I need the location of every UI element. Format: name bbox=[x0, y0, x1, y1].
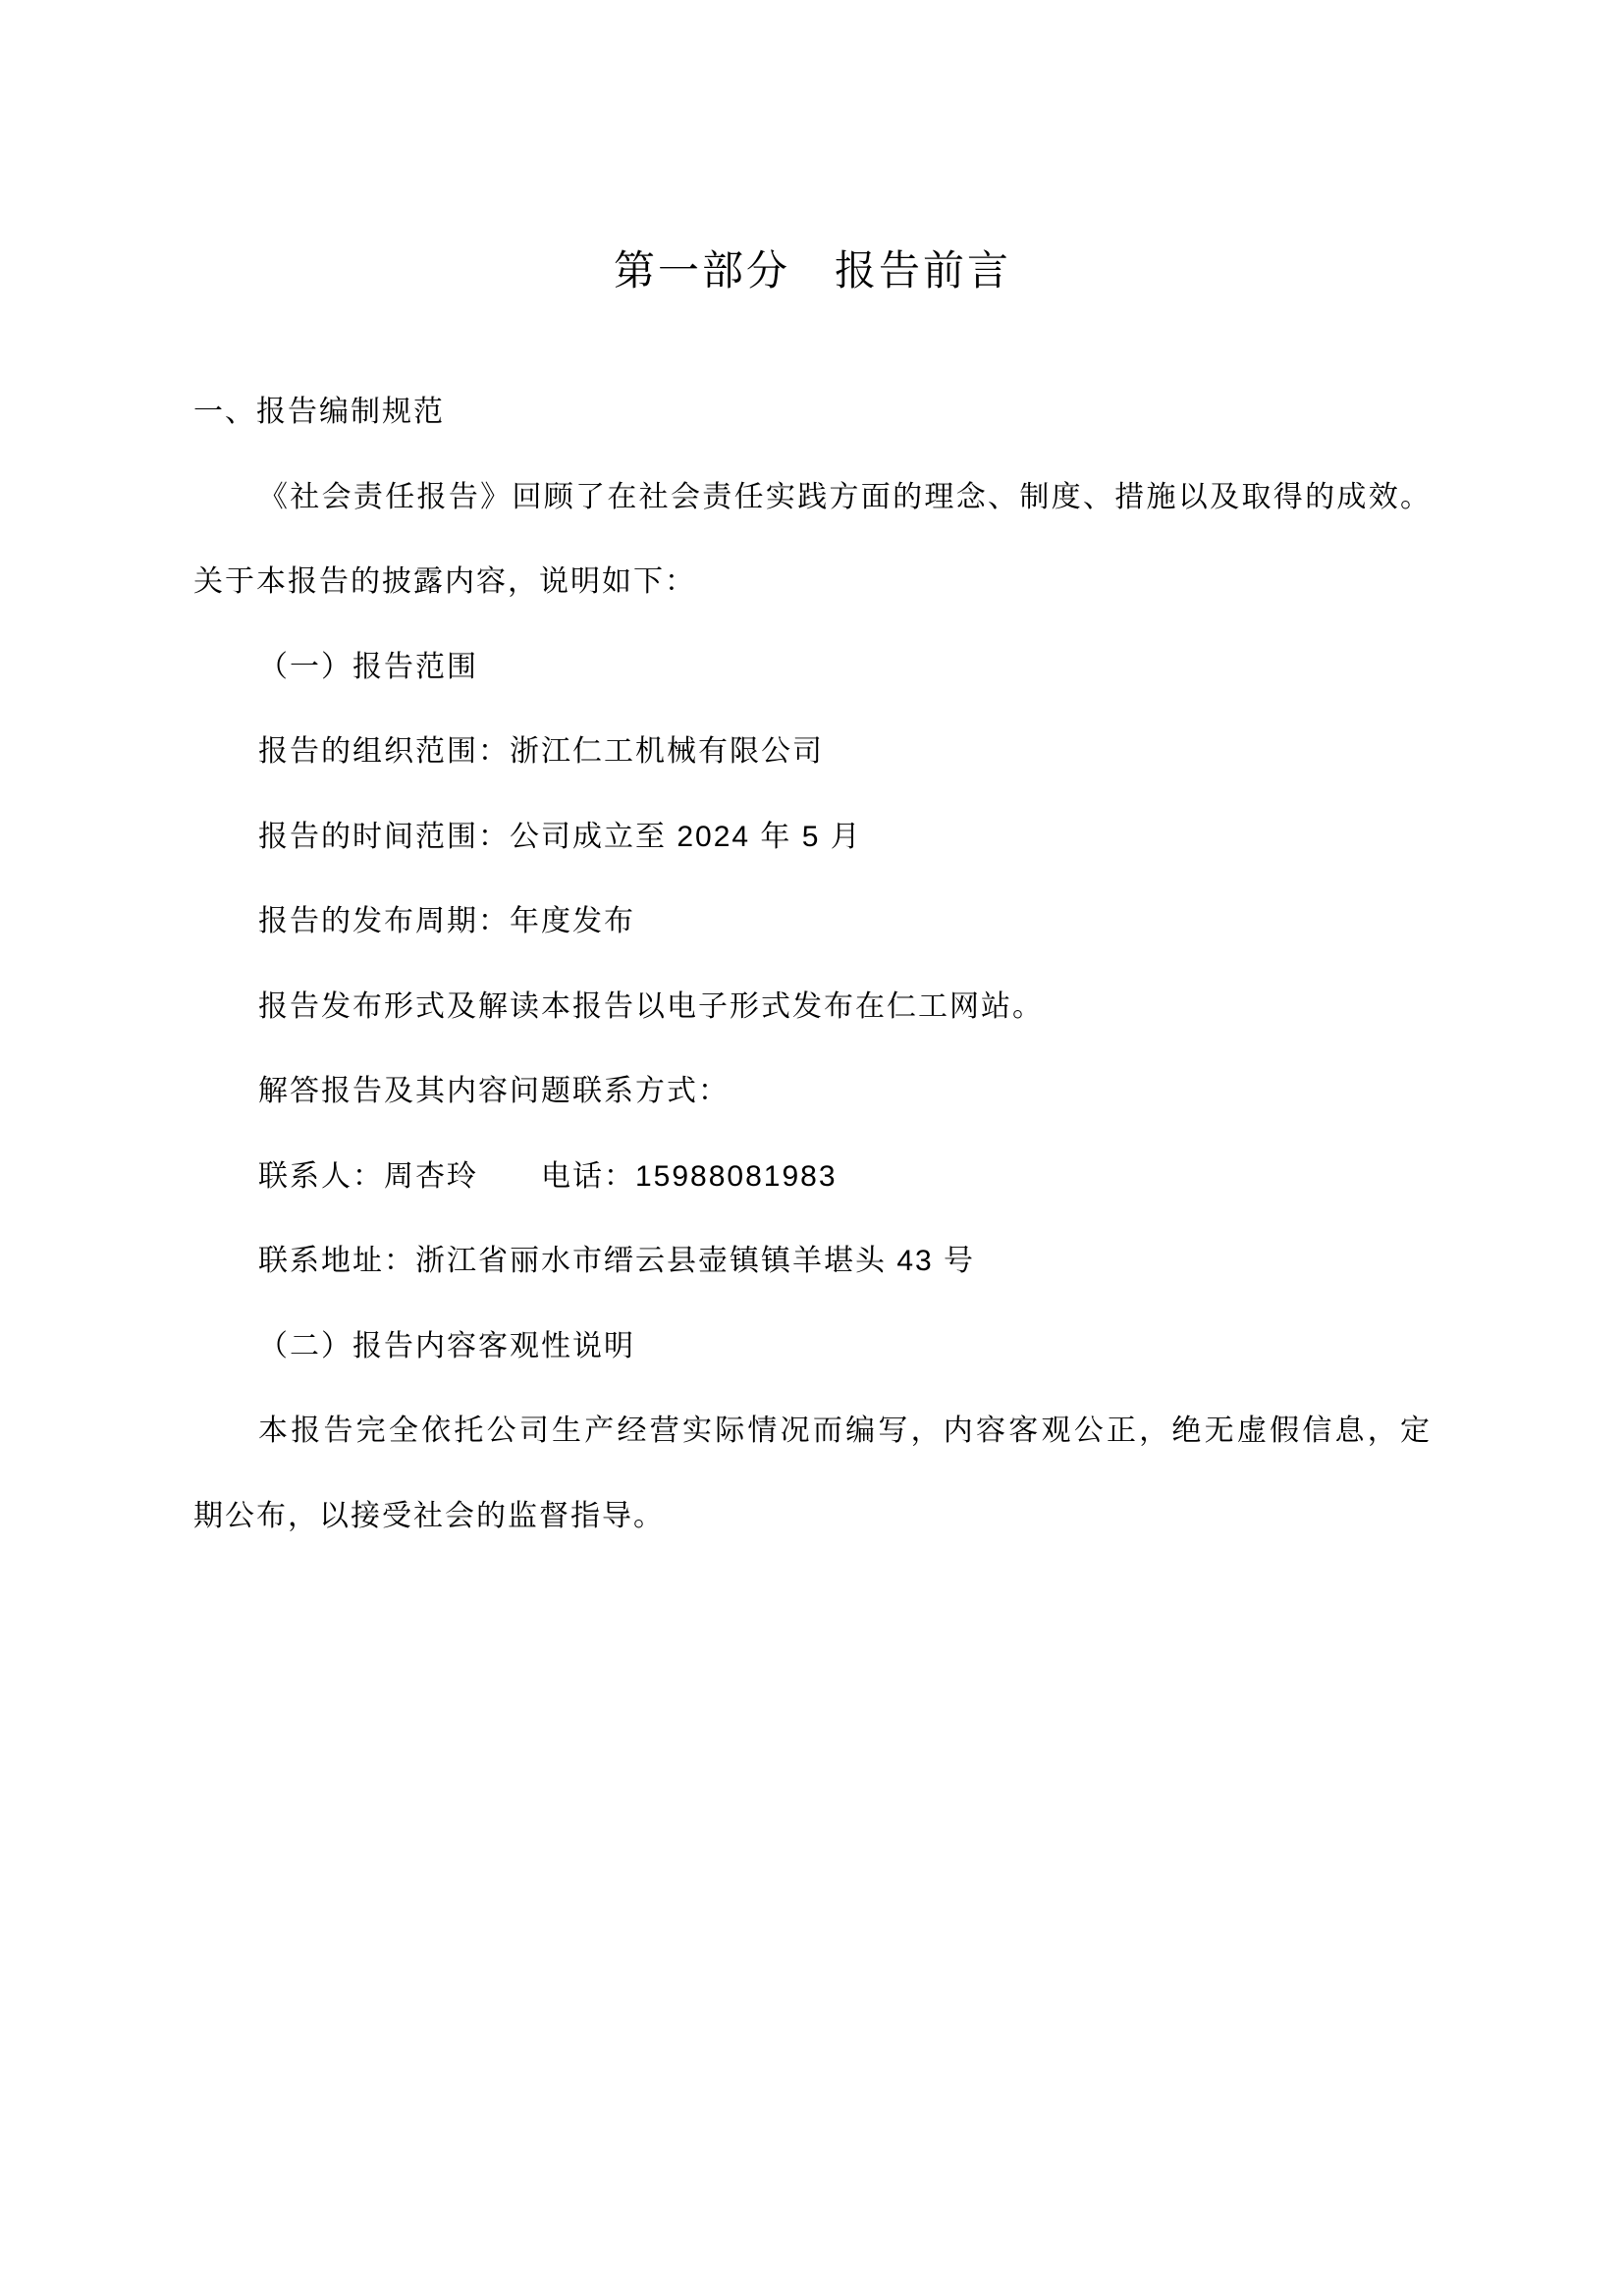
text-line: 解答报告及其内容问题联系方式： bbox=[258, 1075, 730, 1107]
text-line: （二）报告内容客观性说明 bbox=[258, 1329, 635, 1362]
text-line: 报告的组织范围：浙江仁工机械有限公司 bbox=[258, 735, 824, 768]
text-line: 报告发布形式及解读本报告以电子形式发布在仁工网站。 bbox=[258, 989, 1044, 1023]
text-line: 《社会责任报告》回顾了在社会责任实践方面的理念、制度、措施以及取得的成效。 bbox=[258, 480, 1432, 513]
document-title: 第一部分 报告前言 bbox=[613, 247, 1011, 294]
text-line: 联系人：周杏玲 电话：15988081983 bbox=[258, 1159, 838, 1193]
text-line: （一）报告范围 bbox=[258, 650, 478, 683]
document-body bbox=[193, 370, 1432, 1559]
text-line: 报告的时间范围：公司成立至 2024 年 5 月 bbox=[258, 820, 862, 853]
text-line: 一、报告编制规范 bbox=[193, 396, 445, 428]
text-line: 联系地址：浙江省丽水市缙云县壶镇镇羊堪头 43 号 bbox=[258, 1245, 976, 1277]
text-line: 期公布，以接受社会的监督指导。 bbox=[193, 1499, 665, 1532]
text-line: 关于本报告的披露内容，说明如下： bbox=[193, 565, 696, 598]
text-line: 本报告完全依托公司生产经营实际情况而编写，内容客观公正，绝无虚假信息，定 bbox=[258, 1415, 1432, 1447]
text-line: 报告的发布周期：年度发布 bbox=[258, 905, 635, 937]
